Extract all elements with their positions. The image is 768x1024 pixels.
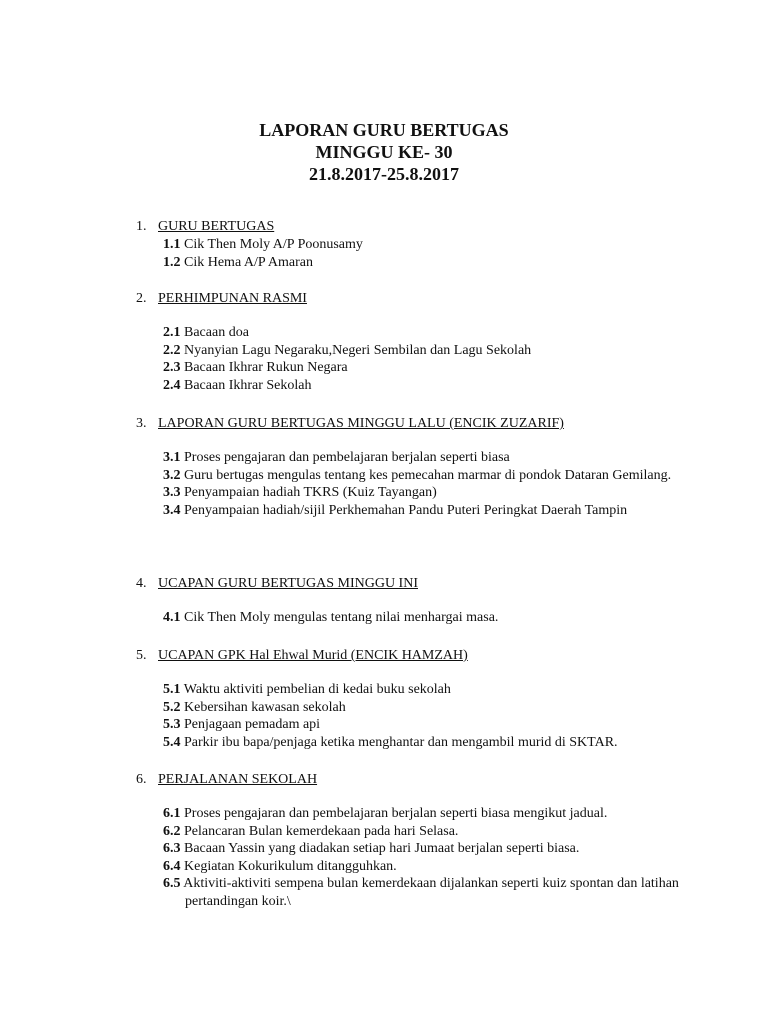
list-item xyxy=(163,875,705,910)
section-heading xyxy=(136,575,736,592)
section-title: PERJALANAN SEKOLAH xyxy=(158,772,318,787)
section-number: 4. xyxy=(136,576,147,591)
section-heading xyxy=(136,771,736,788)
item-text: Guru bertugas mengulas tentang kes pemecahan marmar di pondok Dataran Gemilang. xyxy=(184,467,672,483)
section-ucapan-minggu-ini xyxy=(136,575,736,627)
title-line-3: 21.8.2017-25.8.2017 xyxy=(309,164,459,184)
item-number: 6.5 xyxy=(163,876,181,891)
list-item xyxy=(163,840,736,858)
section-heading xyxy=(136,218,736,235)
list-item xyxy=(163,377,736,395)
section-perjalanan-sekolah xyxy=(136,771,736,910)
section-number: 2. xyxy=(136,291,147,306)
item-text: Parkir ibu bapa/penjaga ketika menghantar dan mengambil murid di SKTAR. xyxy=(184,734,618,750)
item-text: Penjagaan pemadam api xyxy=(184,717,321,732)
item-number: 5.1 xyxy=(163,682,181,697)
section-number: 1. xyxy=(136,219,147,234)
item-number: 2.1 xyxy=(163,325,181,340)
item-number: 3.2 xyxy=(163,467,181,483)
list-item xyxy=(163,699,736,717)
list-item xyxy=(163,502,736,520)
item-number: 3.3 xyxy=(163,485,181,500)
item-number: 1.2 xyxy=(163,254,181,270)
item-text: Proses pengajaran dan pembelajaran berjalan seperti biasa mengikut jadual. xyxy=(184,806,608,821)
item-text: Cik Hema A/P Amaran xyxy=(184,254,313,270)
section-title: GURU BERTUGAS xyxy=(158,219,275,234)
item-text: Nyanyian Lagu Negaraku,Negeri Sembilan dan Lagu Sekolah xyxy=(184,342,532,358)
section-number: 5. xyxy=(136,648,147,663)
section-perhimpunan-rasmi xyxy=(136,290,736,394)
list-item xyxy=(163,681,736,699)
item-text: Penyampaian hadiah/sijil Perkhemahan Pandu Puteri Peringkat Daerah Tampin xyxy=(184,502,628,518)
item-text: Proses pengajaran dan pembelajaran berjalan seperti biasa xyxy=(184,450,510,465)
item-number: 2.3 xyxy=(163,360,181,375)
list-item xyxy=(163,254,736,272)
list-item xyxy=(163,858,736,876)
title-line-1: LAPORAN GURU BERTUGAS xyxy=(259,120,509,140)
section-items xyxy=(163,681,736,751)
section-items xyxy=(163,609,736,627)
section-title: UCAPAN GURU BERTUGAS MINGGU INI xyxy=(158,576,418,591)
item-text: Pelancaran Bulan kemerdekaan pada hari Selasa. xyxy=(184,823,459,839)
item-number: 5.3 xyxy=(163,717,181,732)
item-text: Cik Then Moly mengulas tentang nilai menhargai masa. xyxy=(184,610,499,625)
section-ucapan-gpk-hem xyxy=(136,647,736,751)
item-number: 6.1 xyxy=(163,806,181,821)
section-title: PERHIMPUNAN RASMI xyxy=(158,291,307,306)
list-item xyxy=(163,716,736,734)
item-text: Kegiatan Kokurikulum ditangguhkan. xyxy=(184,858,397,874)
item-number: 3.1 xyxy=(163,450,181,465)
item-number: 6.3 xyxy=(163,841,181,856)
item-text: Cik Then Moly A/P Poonusamy xyxy=(184,237,363,252)
item-text: Waktu aktiviti pembelian di kedai buku sekolah xyxy=(183,682,451,697)
section-heading xyxy=(136,647,736,664)
item-number: 6.2 xyxy=(163,823,181,839)
document-title xyxy=(0,119,768,185)
list-item xyxy=(163,467,685,485)
item-number: 2.4 xyxy=(163,377,181,393)
item-number: 3.4 xyxy=(163,502,181,518)
item-number: 5.2 xyxy=(163,699,181,715)
section-title: LAPORAN GURU BERTUGAS MINGGU LALU (ENCIK ZUZARIF) xyxy=(158,416,564,431)
list-item xyxy=(163,342,736,360)
section-items xyxy=(163,324,736,394)
item-number: 6.4 xyxy=(163,858,181,874)
list-item xyxy=(163,359,736,377)
section-heading xyxy=(136,290,736,307)
section-number: 3. xyxy=(136,416,147,431)
item-text: Aktiviti-aktiviti sempena bulan kemerdekaan dijalankan seperti kuiz spontan dan latihan pertandingan koir.\ xyxy=(183,876,679,909)
item-text: Bacaan Ikhrar Rukun Negara xyxy=(184,360,348,375)
list-item xyxy=(163,805,736,823)
title-line-2: MINGGU KE- 30 xyxy=(315,142,453,162)
section-items xyxy=(163,449,736,519)
item-number: 2.2 xyxy=(163,342,181,358)
item-number: 4.1 xyxy=(163,610,181,625)
list-item xyxy=(163,449,736,467)
item-text: Bacaan Yassin yang diadakan setiap hari Jumaat berjalan seperti biasa. xyxy=(184,841,580,856)
section-items xyxy=(163,805,736,910)
list-item xyxy=(163,823,736,841)
section-heading xyxy=(136,415,736,432)
item-text: Bacaan doa xyxy=(184,325,249,340)
item-number: 5.4 xyxy=(163,734,181,750)
section-guru-bertugas xyxy=(136,218,736,271)
item-text: Penyampaian hadiah TKRS (Kuiz Tayangan) xyxy=(184,485,437,500)
list-item xyxy=(163,484,736,502)
item-text: Bacaan Ikhrar Sekolah xyxy=(184,377,312,393)
item-number: 1.1 xyxy=(163,237,181,252)
list-item xyxy=(163,734,736,752)
item-text: Kebersihan kawasan sekolah xyxy=(184,699,346,715)
section-number: 6. xyxy=(136,772,147,787)
section-laporan-minggu-lalu xyxy=(136,415,736,519)
list-item xyxy=(163,324,736,342)
section-items xyxy=(163,236,736,271)
list-item xyxy=(163,609,736,627)
list-item xyxy=(163,236,736,254)
section-title: UCAPAN GPK Hal Ehwal Murid (ENCIK HAMZAH) xyxy=(158,648,468,663)
